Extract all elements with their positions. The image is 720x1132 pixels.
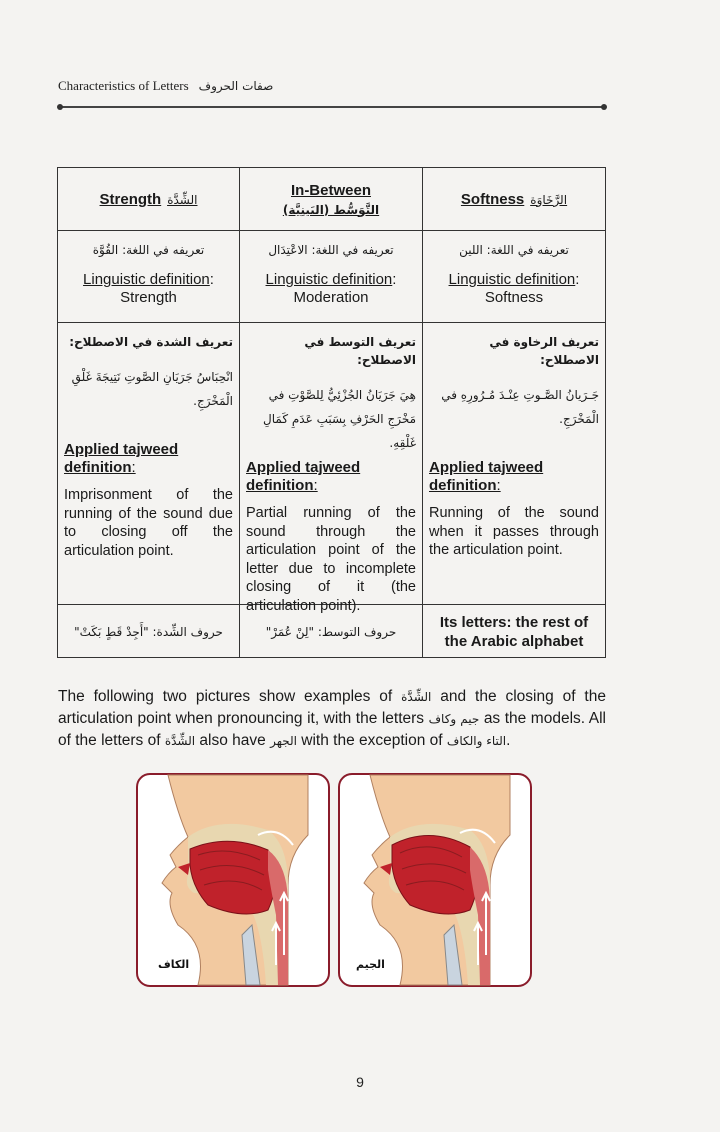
- paragraph-arabic: الشِّدَّة: [164, 734, 196, 748]
- paragraph-text: and the closing of the articulation point when pronouncing it, with the letters: [58, 688, 606, 727]
- linguistic-ar: تعريفه في اللغة: الاعْتِدَال: [268, 243, 394, 257]
- letters-cell-strength: [58, 605, 240, 658]
- table-row-letters: [58, 605, 605, 658]
- linguistic-value: Moderation: [293, 289, 369, 306]
- figure-caption: الكاف: [158, 958, 190, 971]
- paragraph-text: also have: [195, 732, 271, 749]
- paragraph-arabic: جيم وكاف: [428, 712, 480, 726]
- definition-cell-strength: تعريف الشدة في الاصطلاح: انْحِبَاسُ جَرَيَانِ الصَّوتِ نَتِيجَةَ غَلْقِ الْمَخْرَجِ. Applied tajweed definition: Imprisonment of the running of the sound due to closing off the articulation point.: [58, 323, 240, 604]
- table-row-linguistic: [58, 231, 605, 323]
- definition-cell-in-between: تعريف التوسط في الاصطلاح: هِيَ جَرَيَانُ الجُزْئِيُّ لِلصَّوْتِ في مَخْرَجِ الحَرْفِ بِسَبَبِ عَدَمِ كَمَالِ غَلْقِهِ. Applied tajweed definition: Partial running of the sound through the articulation point of the letter due to incomplete closing of it (the articulation point).: [240, 323, 423, 604]
- paragraph-arabic: الجهر: [270, 734, 297, 748]
- paragraph-text: .: [506, 732, 511, 749]
- divider-dot-left: [57, 104, 63, 110]
- paragraph-text: The following two pictures show examples of: [58, 688, 402, 705]
- letters-ar: حروف الشِّدة: "أَجِدْ قَطٍ بَكَتْ": [74, 624, 223, 639]
- figure-jeem: [338, 773, 532, 987]
- linguistic-cell-strength: تعريفه في اللغة: القُوَّة Linguistic definition: Strength: [58, 231, 240, 322]
- header-divider: [60, 106, 604, 108]
- mouth-cross-section-kaaf: [138, 775, 328, 985]
- table-row-headings: [58, 168, 605, 231]
- figure-caption: الجيم: [356, 958, 385, 971]
- applied-definition-label: Applied tajweed definition: [64, 441, 179, 476]
- terminology-body-ar: جَـرَيانُ الصَّـوتِ عِنْـدَ مُـرُورِهِ في الْمَخْرَجِ.: [441, 388, 599, 426]
- definition-cell-softness: تعريف الرخاوة في الاصطلاح: جَـرَيانُ الصَّـوتِ عِنْـدَ مُـرُورِهِ في الْمَخْرَجِ. Applied tajweed definition: Running of the sound when it passes through the articulation point.: [429, 335, 599, 558]
- applied-definition-label: Applied tajweed definition: [246, 459, 361, 494]
- heading-sub-ar: التَّوَسُّط (البَينِيَّة): [282, 202, 380, 217]
- header-title-en: Characteristics of Letters: [58, 78, 189, 93]
- linguistic-ar: تعريفه في اللغة: القُوَّة: [92, 243, 205, 257]
- terminology-title-ar: تعريف الشدة في الاصطلاح:: [69, 335, 233, 349]
- page-number: 9: [356, 1074, 364, 1090]
- paragraph-arabic: التاء والكاف: [446, 734, 507, 748]
- table-row-definitions: [58, 323, 605, 614]
- heading-en: Strength: [99, 190, 162, 208]
- divider-dot-right: [601, 104, 607, 110]
- letters-cell-softness: [423, 605, 605, 658]
- terminology-title-ar: تعريف الرخاوة في الاصطلاح:: [489, 335, 599, 367]
- heading-en: In-Between: [290, 181, 371, 199]
- linguistic-ar: تعريفه في اللغة: اللين: [459, 243, 569, 257]
- paragraph-text: as the models. All of the letters of: [58, 710, 606, 749]
- running-header: [58, 76, 606, 96]
- linguistic-value: Softness: [484, 289, 544, 306]
- heading-ar: الرَّخَاوَة: [530, 192, 568, 207]
- body-paragraph: [58, 686, 606, 752]
- linguistic-value: Strength: [120, 289, 177, 306]
- letters-cell-in-between: [240, 605, 423, 658]
- heading-cell-softness: [423, 168, 605, 230]
- characteristics-table: [57, 167, 606, 658]
- figure-kaaf: [136, 773, 330, 987]
- terminology-title-ar: تعريف التوسط في الاصطلاح:: [304, 335, 416, 367]
- heading-en: Softness: [460, 190, 525, 208]
- applied-definition-text: Imprisonment of the running of the sound due to closing off the articulation point.: [64, 487, 233, 559]
- linguistic-cell-softness: تعريفه في اللغة: اللين Linguistic definition: Softness: [448, 243, 580, 306]
- applied-definition-text: Running of the sound when it passes through the articulation point.: [429, 505, 599, 558]
- applied-definition-label: Applied tajweed definition: [429, 459, 544, 494]
- mouth-cross-section-jeem: [340, 775, 530, 985]
- applied-definition-text: Partial running of the sound through the articulation point of the letter due to incomplete closing of it (the articulation point).: [246, 505, 416, 614]
- paragraph-text: with the exception of: [296, 732, 447, 749]
- linguistic-cell-in-between: تعريفه في اللغة: الاعْتِدَال Linguistic definition: Moderation: [240, 231, 423, 322]
- terminology-body-ar: هِيَ جَرَيَانُ الجُزْئِيُّ لِلصَّوْتِ في مَخْرَجِ الحَرْفِ بِسَبَبِ عَدَمِ كَمَالِ غَلْقِهِ.: [263, 388, 416, 450]
- linguistic-label: Linguistic definition: [83, 271, 210, 288]
- letters-en: Its letters: the rest of the Arabic alphabet: [439, 613, 589, 650]
- heading-cell-strength: [58, 168, 240, 230]
- terminology-body-ar: انْحِبَاسُ جَرَيَانِ الصَّوتِ نَتِيجَةَ غَلْقِ الْمَخْرَجِ.: [71, 370, 233, 408]
- heading-ar: الشِّدَّة: [167, 192, 198, 207]
- heading-cell-in-between: [240, 168, 423, 230]
- letters-ar: حروف التوسط: "لِنْ عُمَرْ": [265, 624, 397, 639]
- linguistic-label: Linguistic definition: [265, 271, 393, 288]
- header-title-ar: صفات الحروف: [198, 79, 274, 93]
- linguistic-label: Linguistic definition: [448, 271, 576, 288]
- paragraph-arabic: الشِّدَّة: [401, 690, 432, 704]
